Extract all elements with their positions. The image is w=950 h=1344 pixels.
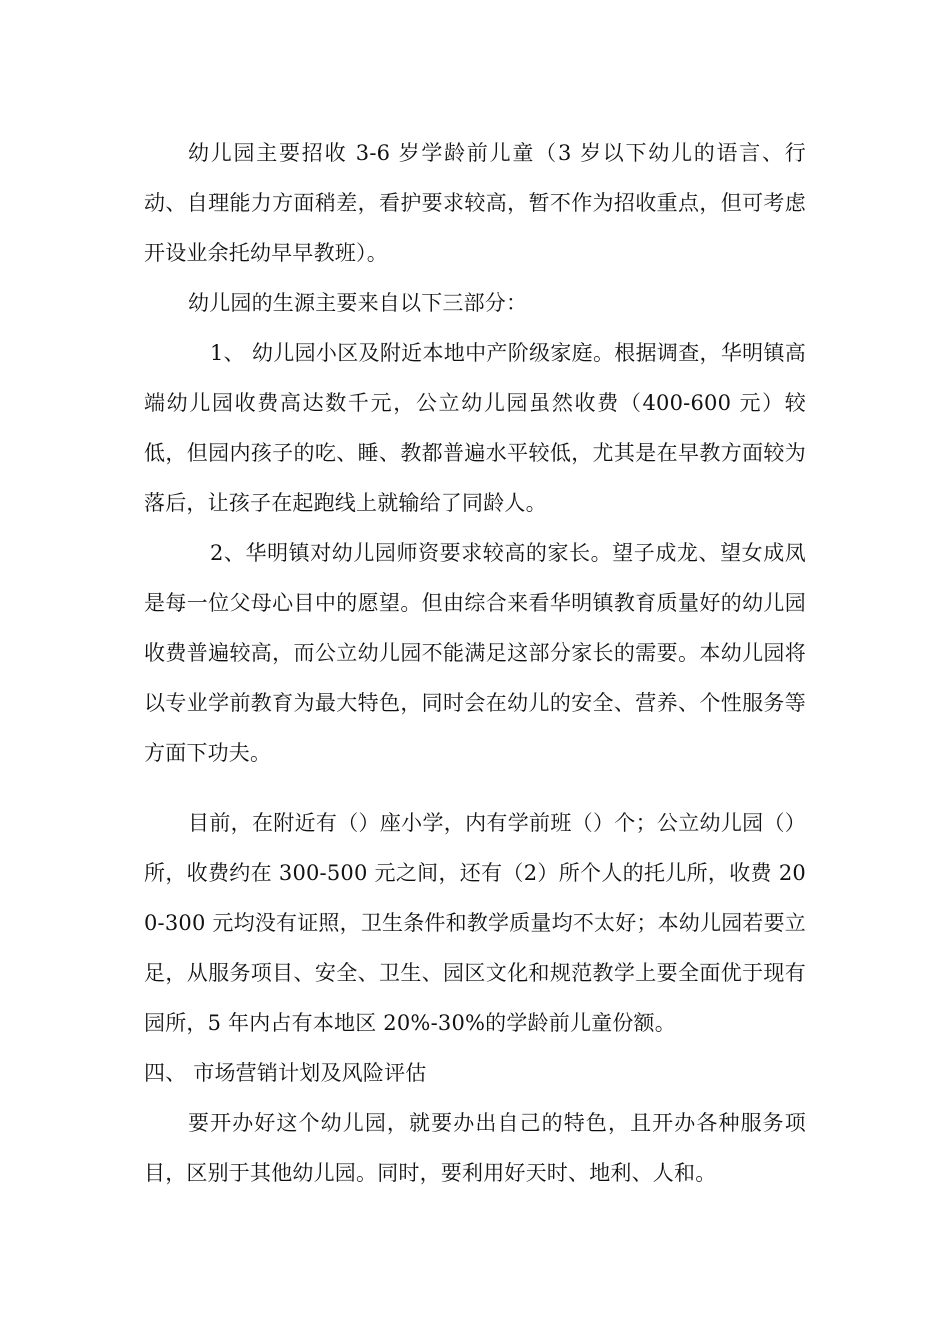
paragraph-student-sources: 幼儿园的生源主要来自以下三部分： bbox=[188, 291, 528, 315]
paragraph-source-2: 2、华明镇对幼儿园师资要求较高的家长。望子成龙、望女成凤是每一位父母心目中的愿望。但由综合来看华明镇教育质量好的幼儿园收费普遍较高，而公立幼儿园不能满足这部分家长的需要。本幼儿园将以专业学前教育为最大特色，同时会在幼儿的安全、营养、个性服务等方面下功夫。 bbox=[144, 541, 806, 765]
section-heading-marketing: 四、 市场营销计划及风险评估 bbox=[144, 1061, 427, 1085]
document-body bbox=[144, 128, 806, 1198]
paragraph-source-1: 1、 幼儿园小区及附近本地中产阶级家庭。根据调查，华明镇高端幼儿园收费高达数千元，公立幼儿园虽然收费（400-600 元）较低，但园内孩子的吃、睡、教都普遍水平较低，尤其是在早教方面较为落后，让孩子在起跑线上就输给了同龄人。 bbox=[144, 341, 806, 515]
paragraph-marketing-intro: 要开办好这个幼儿园，就要办出自己的特色，且开办各种服务项目，区别于其他幼儿园。同时，要利用好天时、地利、人和。 bbox=[144, 1111, 806, 1185]
paragraph-current-situation: 目前，在附近有（）座小学，内有学前班（）个；公立幼儿园（）所，收费约在 300-500 元之间，还有（2）所个人的托儿所，收费 200-300 元均没有证照，卫生条件和教学质量均不太好；本幼儿园若要立足，从服务项目、安全、卫生、园区文化和规范教学上要全面优于现有园所，5 年内占有本地区 20%-30%的学龄前儿童份额。 bbox=[144, 811, 807, 1035]
paragraph-spacer bbox=[144, 778, 806, 798]
paragraph-enrollment-age: 幼儿园主要招收 3-6 岁学龄前儿童（3 岁以下幼儿的语言、行动、自理能力方面稍差，看护要求较高，暂不作为招收重点，但可考虑开设业余托幼早早教班）。 bbox=[144, 141, 806, 265]
